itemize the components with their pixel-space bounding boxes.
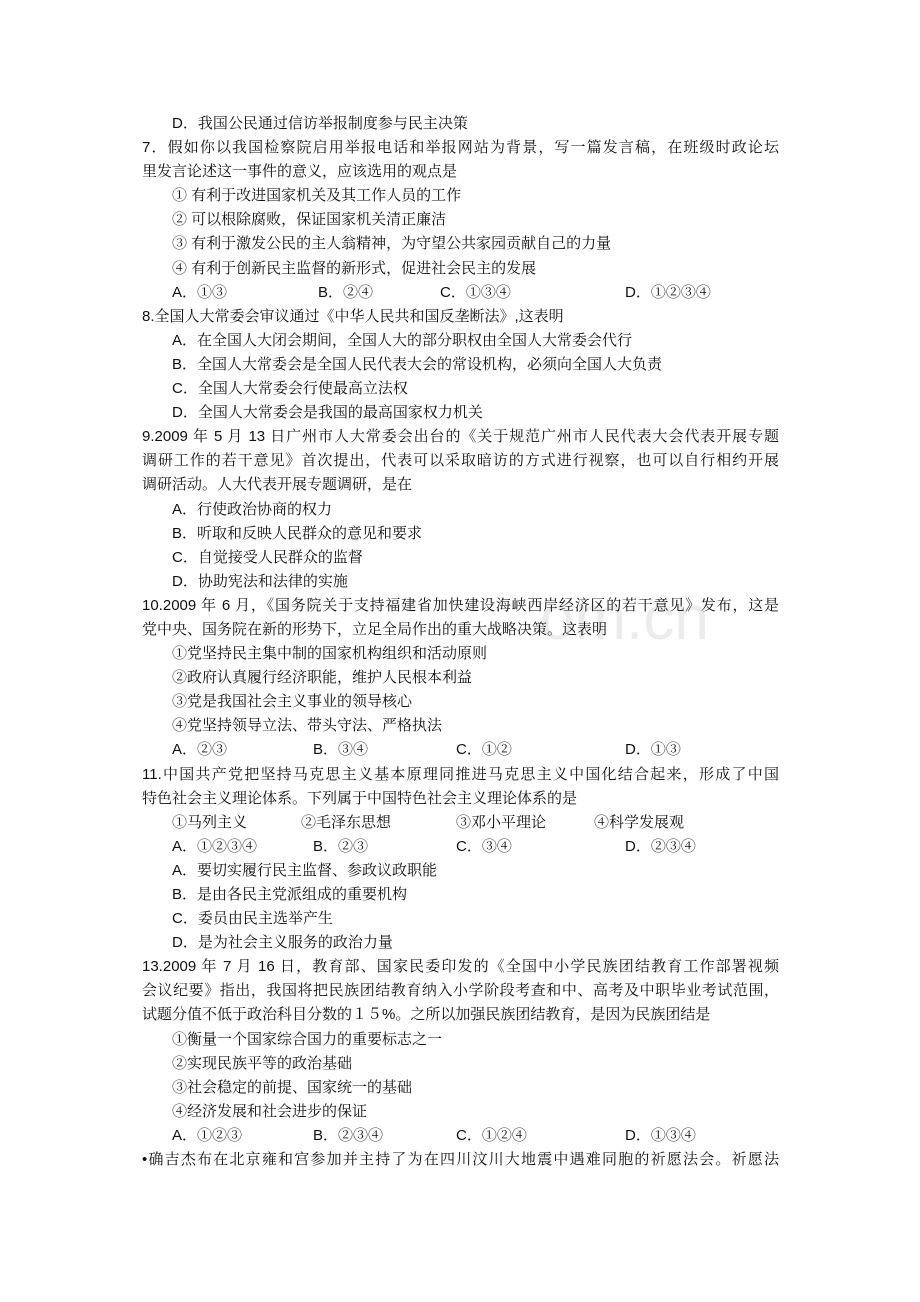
answer-choices — [0, 738, 920, 762]
question-stem-line: 13.2009 年 7 月 16 日，教育部、国家民委印发的《全国中小学民族团结教育工作部署视频 — [142, 958, 779, 976]
question-stem-line: •确吉杰布在北京雍和宫参加并主持了为在四川汶川大地震中遇难同胞的祈愿法会。祈愿法 — [142, 1151, 779, 1169]
answer-choices — [0, 1124, 920, 1148]
statement-line: ③ 有利于激发公民的主人翁精神，为守望公共家园贡献自己的力量 — [172, 235, 612, 253]
statement-line: ②实现民族平等的政治基础 — [172, 1054, 353, 1072]
statement-item: ④科学发展观 — [594, 813, 685, 831]
choice-d: D．①③ — [625, 741, 681, 759]
question-stem-line: 11.中国共产党把坚持马克思主义基本原理同推进马克思主义中国化结合起来，形成了中国 — [142, 765, 779, 783]
question-stem-line: 10.2009 年 6 月，《国务院关于支持福建省加快建设海峡西岸经济区的若干意见》发布，这是 — [142, 596, 779, 614]
choice-a: A．②③ — [172, 741, 228, 759]
option-line: D．协助宪法和法律的实施 — [172, 572, 348, 590]
question-stem-line: 会议纪要》指出，我国将把民族团结教育纳入小学阶段考查和中、高考及中职毕业考试范围， — [142, 982, 779, 1000]
option-line: B．听取和反映人民群众的意见和要求 — [172, 524, 423, 542]
question-stem-line: 试题分值不低于政治科目分数的１５%。之所以加强民族团结教育，是因为民族团结是 — [142, 1006, 711, 1024]
statement-item: ③邓小平理论 — [456, 813, 547, 831]
choice-a: A．①②③ — [172, 1126, 243, 1144]
question-stem-line: 调研工作的若干意见》首次提出，代表可以采取暗访的方式进行视察，也可以自行相约开展 — [142, 452, 779, 470]
choice-c: C．①② — [456, 741, 512, 759]
option-line: C．全国人大常委会行使最高立法权 — [172, 380, 408, 398]
choice-d: D．①②③④ — [625, 283, 711, 301]
choice-a: A．①③ — [172, 283, 228, 301]
statement-line: ③社会稳定的前提、国家统一的基础 — [172, 1078, 413, 1096]
statement-line: ① 有利于改进国家机关及其工作人员的工作 — [172, 187, 462, 205]
question-stem-line: 7．假如你以我国检察院启用举报电话和举报网站为背景，写一篇发言稿，在班级时政论坛 — [142, 139, 779, 157]
option-line: B．是由各民主党派组成的重要机构 — [172, 886, 408, 903]
statement-line: ④经济发展和社会进步的保证 — [172, 1102, 368, 1120]
option-line: C．自觉接受人民群众的监督 — [172, 548, 363, 566]
statement-line: ①党坚持民主集中制的国家机构组织和活动原则 — [172, 645, 488, 663]
statement-line: ①衡量一个国家综合国力的重要标志之一 — [172, 1030, 443, 1048]
choice-c: C．①②④ — [456, 1126, 527, 1144]
choice-d: D．②③④ — [625, 837, 696, 855]
statement-item: ②毛泽东思想 — [301, 813, 392, 831]
option-line: A．行使政治协商的权力 — [172, 500, 333, 518]
question-stem-line: 9.2009 年 5 月 13 日广州市人大常委会出台的《关于规范广州市人民代表大会代表开展专题 — [142, 428, 779, 446]
option-line: C．委员由民主选举产生 — [172, 910, 333, 928]
choice-b: B．③④ — [313, 741, 369, 759]
question-stem-line: 特色社会主义理论体系。下列属于中国特色社会主义理论体系的是 — [142, 789, 578, 807]
choice-d: D．①③④ — [625, 1126, 696, 1144]
answer-choices — [0, 281, 920, 305]
statement-item: ①马列主义 — [172, 813, 248, 831]
option-line: A．要切实履行民主监督、参政议政职能 — [172, 861, 438, 879]
statement-items — [0, 811, 920, 835]
question-stem-line: 8.全国人大常委会审议通过《中华人民共和国反垄断法》,这表明 — [142, 307, 564, 325]
choice-c: C．①③④ — [440, 283, 511, 301]
statement-line: ④党坚持领导立法、带头守法、严格执法 — [172, 717, 443, 735]
watermark: om.cn — [540, 584, 709, 653]
statement-line: ③党是我国社会主义事业的领导核心 — [172, 693, 413, 711]
choice-b: B．②③④ — [313, 1126, 384, 1144]
choice-a: A．①②③④ — [172, 837, 258, 855]
option-line: D．我国公民通过信访举报制度参与民主决策 — [172, 115, 468, 132]
document-page — [0, 112, 920, 1172]
choice-b: B．②④ — [318, 283, 374, 301]
option-line: B．全国人大常委会是全国人民代表大会的常设机构，必须向全国人大负责 — [172, 355, 663, 373]
question-stem-line: 党中央、国务院在新的形势下，立足全局作出的重大战略决策。这表明 — [142, 620, 608, 638]
statement-line: ②政府认真履行经济职能，维护人民根本利益 — [172, 669, 473, 687]
statement-line: ② 可以根除腐败，保证国家机关清正廉洁 — [172, 211, 447, 229]
option-line: D．是为社会主义服务的政治力量 — [172, 934, 393, 952]
question-stem-line: 调研活动。人大代表开展专题调研，是在 — [142, 476, 413, 494]
choice-c: C．③④ — [456, 837, 512, 855]
question-stem-line: 里发言论述这一事件的意义，应该选用的观点是 — [142, 163, 458, 181]
option-line: D．全国人大常委会是我国的最高国家权力机关 — [172, 404, 483, 422]
answer-choices — [0, 835, 920, 859]
option-line: A．在全国人大闭会期间，全国人大的部分职权由全国人大常委会代行 — [172, 331, 633, 349]
choice-b: B．②③ — [313, 837, 369, 855]
statement-line: ④ 有利于创新民主监督的新形式，促进社会民主的发展 — [172, 259, 537, 277]
